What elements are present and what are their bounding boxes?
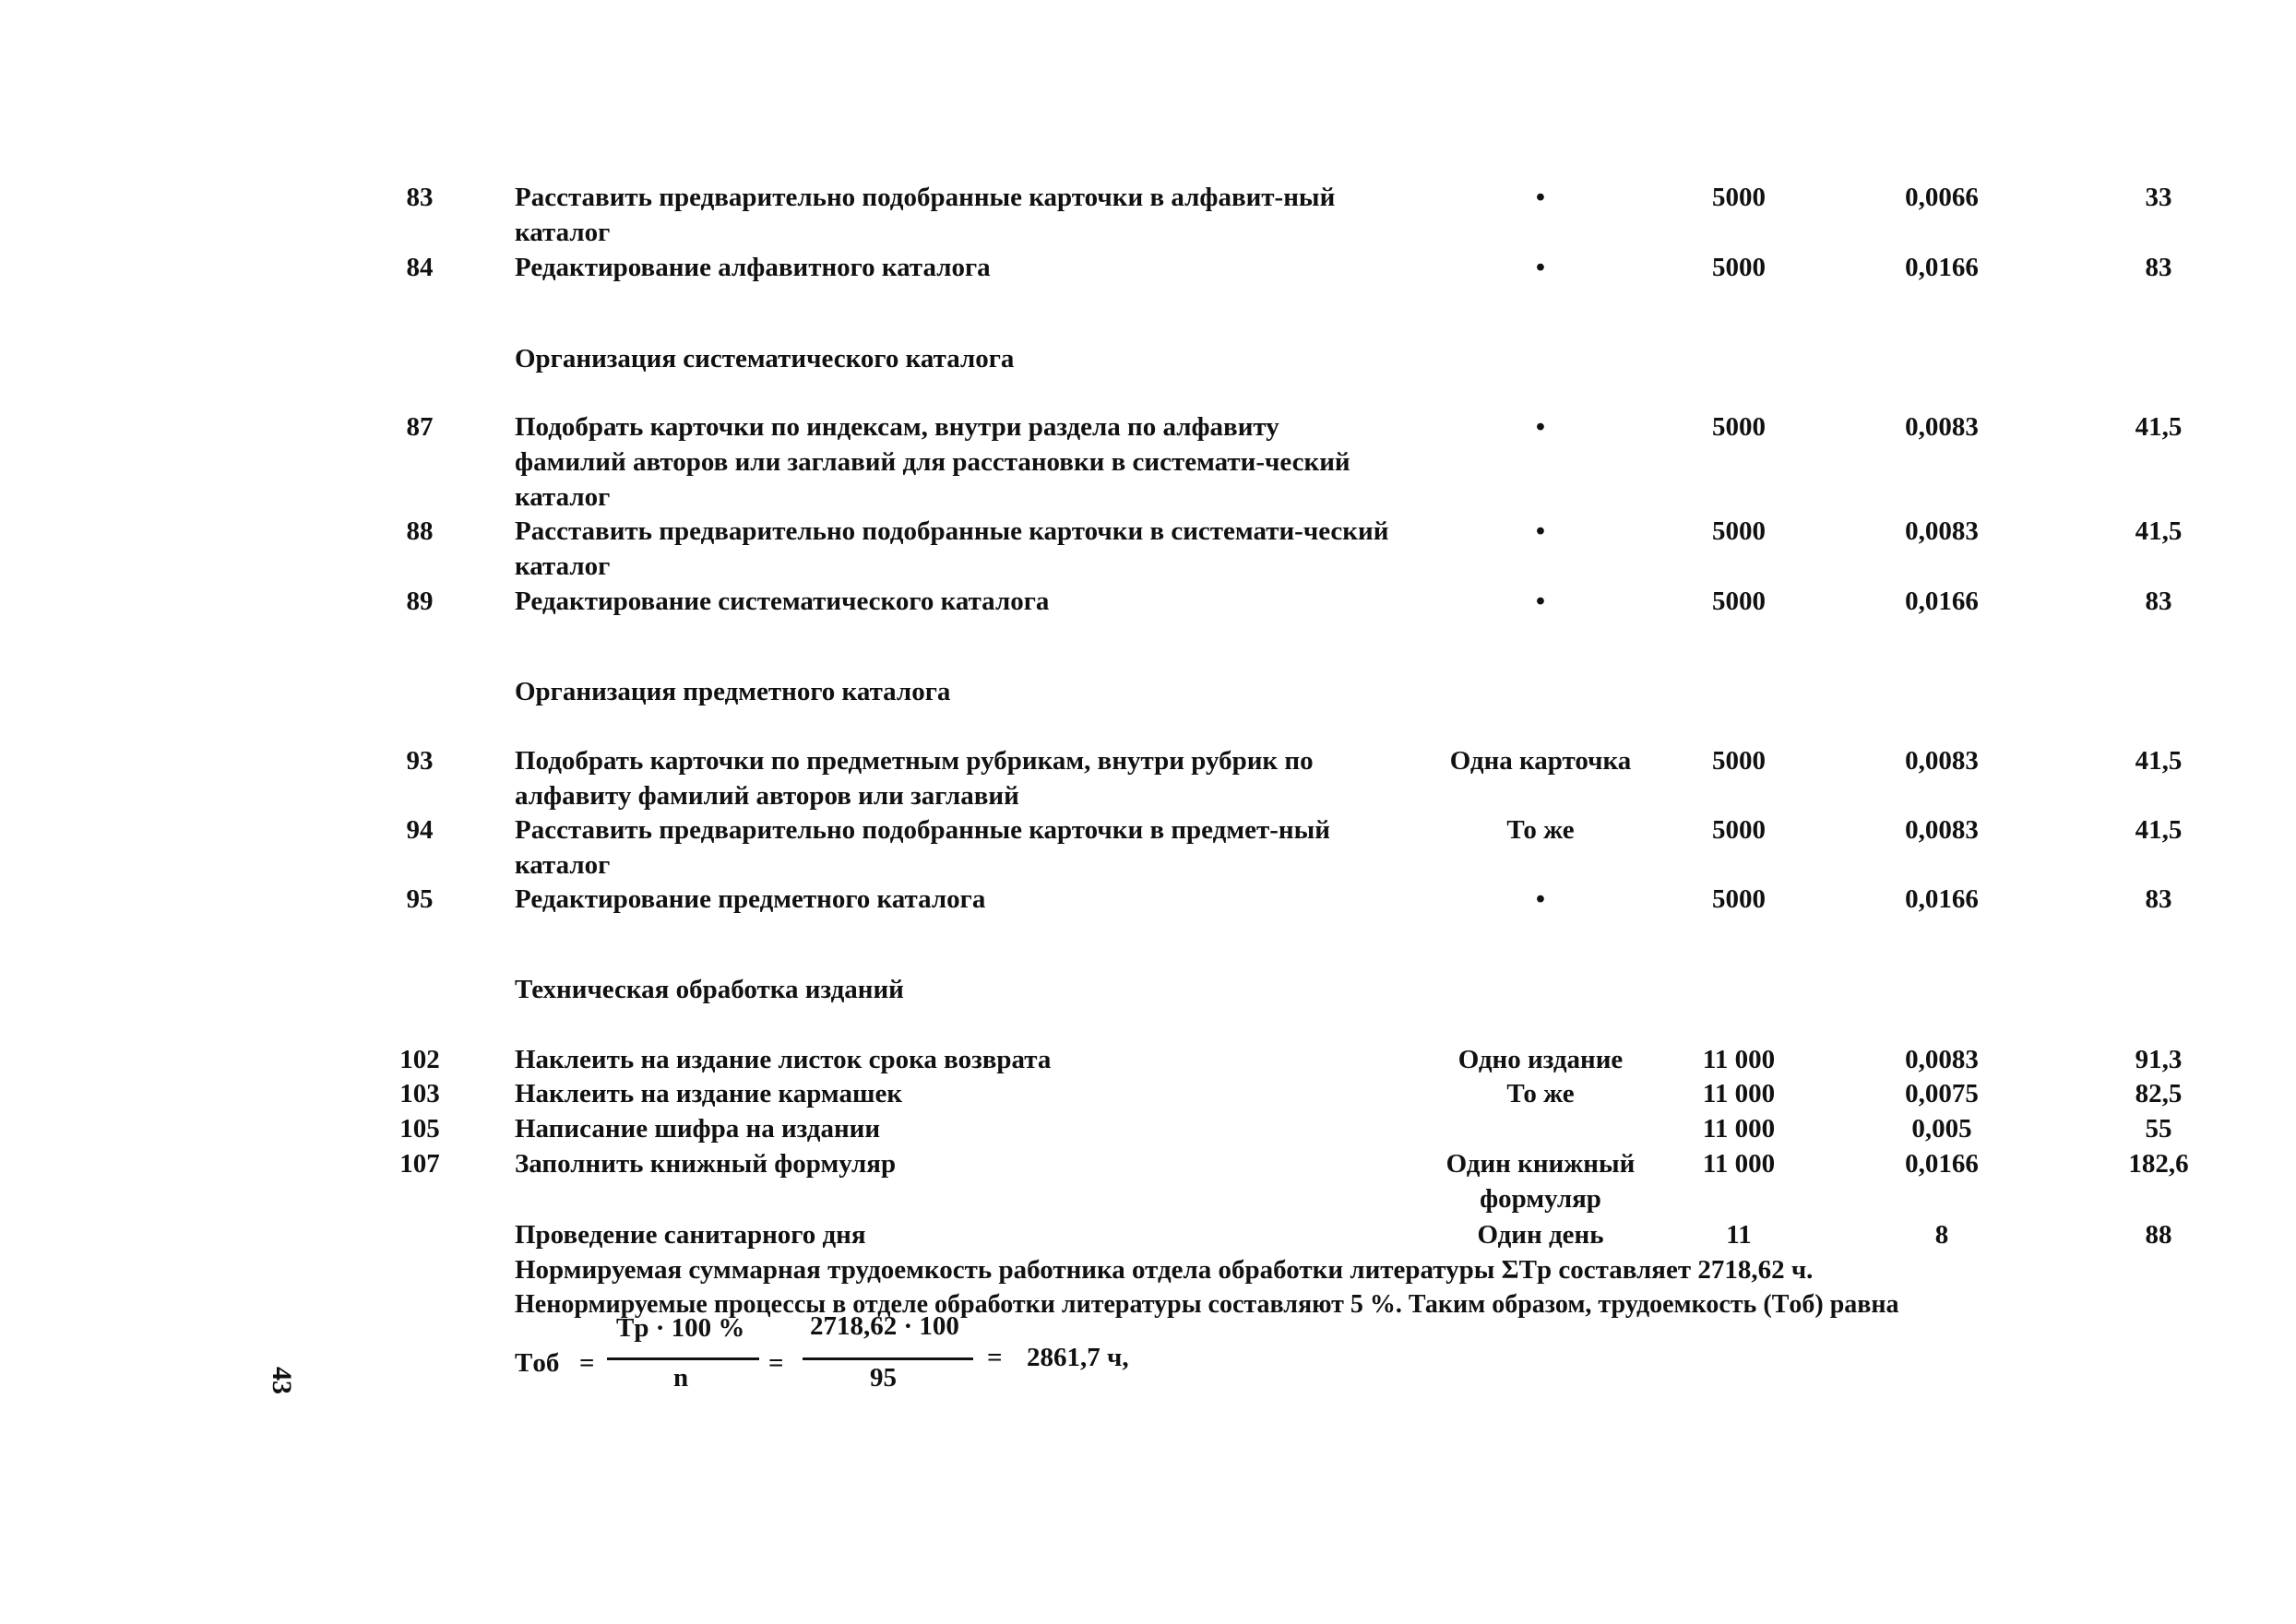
row-unit: • [1535, 412, 1546, 442]
row-quantity: 5000 [1712, 253, 1766, 282]
row-unit: Один день [1477, 1220, 1604, 1250]
formula [515, 1310, 1253, 1393]
row-total: 82,5 [2135, 1079, 2183, 1108]
formula-lhs: Tоб [515, 1348, 560, 1378]
formula-denominator-1: n [673, 1363, 689, 1393]
row-unit: Одно издание [1457, 1045, 1624, 1074]
formula-equals-2: = [768, 1348, 784, 1378]
row-rate: 0,0083 [1905, 412, 1979, 442]
row-total: 41,5 [2135, 815, 2183, 845]
row-rate: 0,0083 [1905, 516, 1979, 546]
row-description: Наклеить на издание кармашек [515, 1079, 903, 1108]
row-number: 93 [406, 746, 434, 776]
row-description: Подобрать карточки по индексам, внутри раздела по алфавиту фамилий авторов или заглавий для расстановки в системати-ческий каталог [515, 412, 1350, 512]
row-unit: Один книжный формуляр [1445, 1149, 1636, 1214]
row-description: Проведение санитарного дня [515, 1220, 866, 1250]
row-description: Редактирование предметного каталога [515, 884, 986, 914]
row-description: Редактирование систематического каталога [515, 587, 1050, 616]
row-number: 103 [399, 1079, 440, 1108]
row-number: 84 [406, 253, 434, 282]
row-quantity: 11 000 [1702, 1079, 1776, 1108]
row-description: Заполнить книжный формуляр [515, 1149, 897, 1179]
section-heading: Техническая обработка изданий [515, 975, 904, 1004]
row-number: 83 [406, 183, 434, 212]
row-number: 94 [406, 815, 434, 845]
row-quantity: 5000 [1712, 815, 1766, 845]
row-total: 33 [2145, 183, 2172, 212]
row-quantity: 5000 [1712, 516, 1766, 546]
row-description: Подобрать карточки по предметным рубрикам, внутри рубрик по алфавиту фамилий авторов или заглавий [515, 746, 1314, 811]
row-quantity: 11 000 [1702, 1045, 1776, 1074]
row-quantity: 5000 [1712, 884, 1766, 914]
row-number: 105 [399, 1114, 440, 1144]
row-rate: 0,0083 [1905, 815, 1979, 845]
row-rate: 0,005 [1911, 1114, 1972, 1144]
row-rate: 0,0075 [1905, 1079, 1979, 1108]
row-total: 83 [2145, 884, 2172, 914]
fraction-bar-2 [803, 1357, 973, 1360]
formula-result: 2861,7 ч, [1027, 1343, 1129, 1372]
row-description: Написание шифра на издании [515, 1114, 881, 1144]
row-quantity: 5000 [1712, 587, 1766, 616]
row-description: Расставить предварительно подобранные карточки в системати-ческий каталог [515, 516, 1389, 581]
row-quantity: 11 000 [1702, 1114, 1776, 1144]
row-quantity: 11 000 [1702, 1149, 1776, 1179]
fraction-bar-1 [607, 1357, 759, 1360]
formula-equals-3: = [987, 1343, 1003, 1372]
row-unit: • [1535, 253, 1546, 282]
formula-numerator-1: Tр · 100 % [616, 1313, 745, 1343]
row-quantity: 5000 [1712, 746, 1766, 776]
row-description: Редактирование алфавитного каталога [515, 253, 991, 282]
row-number: 95 [406, 884, 434, 914]
row-total: 83 [2145, 253, 2172, 282]
row-number: 107 [399, 1149, 440, 1179]
row-number: 89 [406, 587, 434, 616]
row-description: Наклеить на издание листок срока возврата [515, 1045, 1052, 1074]
row-rate: 0,0083 [1905, 746, 1979, 776]
row-unit: То же [1506, 1079, 1575, 1108]
row-rate: 0,0166 [1905, 253, 1979, 282]
row-rate: 0,0166 [1905, 884, 1979, 914]
row-total: 83 [2145, 587, 2172, 616]
row-unit: • [1535, 587, 1546, 616]
row-rate: 0,0166 [1905, 1149, 1979, 1179]
row-total: 55 [2145, 1114, 2172, 1144]
row-quantity: 11 [1726, 1220, 1752, 1250]
row-total: 91,3 [2135, 1045, 2183, 1074]
formula-numerator-2: 2718,62 · 100 [810, 1311, 959, 1341]
row-rate: 0,0066 [1905, 183, 1979, 212]
row-description: Расставить предварительно подобранные карточки в алфавит-ный каталог [515, 183, 1336, 247]
row-description: Расставить предварительно подобранные карточки в предмет-ный каталог [515, 815, 1330, 880]
row-total: 41,5 [2135, 412, 2183, 442]
row-total: 88 [2145, 1220, 2172, 1250]
row-unit: • [1535, 183, 1546, 212]
row-unit: Одна карточка [1449, 746, 1632, 776]
summary-line-2: Ненормируемые процессы в отделе обработки литературы составляют 5 %. Таким образом, трудоемкость (Tоб) равна [515, 1290, 1899, 1319]
row-quantity: 5000 [1712, 183, 1766, 212]
row-unit: • [1535, 884, 1546, 914]
section-heading: Организация предметного каталога [515, 677, 951, 706]
section-heading: Организация систематического каталога [515, 344, 1015, 373]
row-number: 102 [399, 1045, 440, 1074]
formula-equals-1: = [579, 1348, 595, 1378]
page-number: 43 [267, 1367, 297, 1394]
row-number: 88 [406, 516, 434, 546]
row-number: 87 [406, 412, 434, 442]
formula-denominator-2: 95 [870, 1363, 897, 1393]
row-total: 41,5 [2135, 746, 2183, 776]
row-rate: 0,0166 [1905, 587, 1979, 616]
row-quantity: 5000 [1712, 412, 1766, 442]
row-rate: 8 [1934, 1220, 1949, 1250]
row-unit: • [1535, 516, 1546, 546]
row-total: 182,6 [2128, 1149, 2189, 1179]
row-total: 41,5 [2135, 516, 2183, 546]
row-unit: То же [1506, 815, 1575, 845]
summary-line-1: Нормируемая суммарная трудоемкость работника отдела обработки литературы ΣTр составляет 2718,62 ч. [515, 1255, 1814, 1285]
row-rate: 0,0083 [1905, 1045, 1979, 1074]
